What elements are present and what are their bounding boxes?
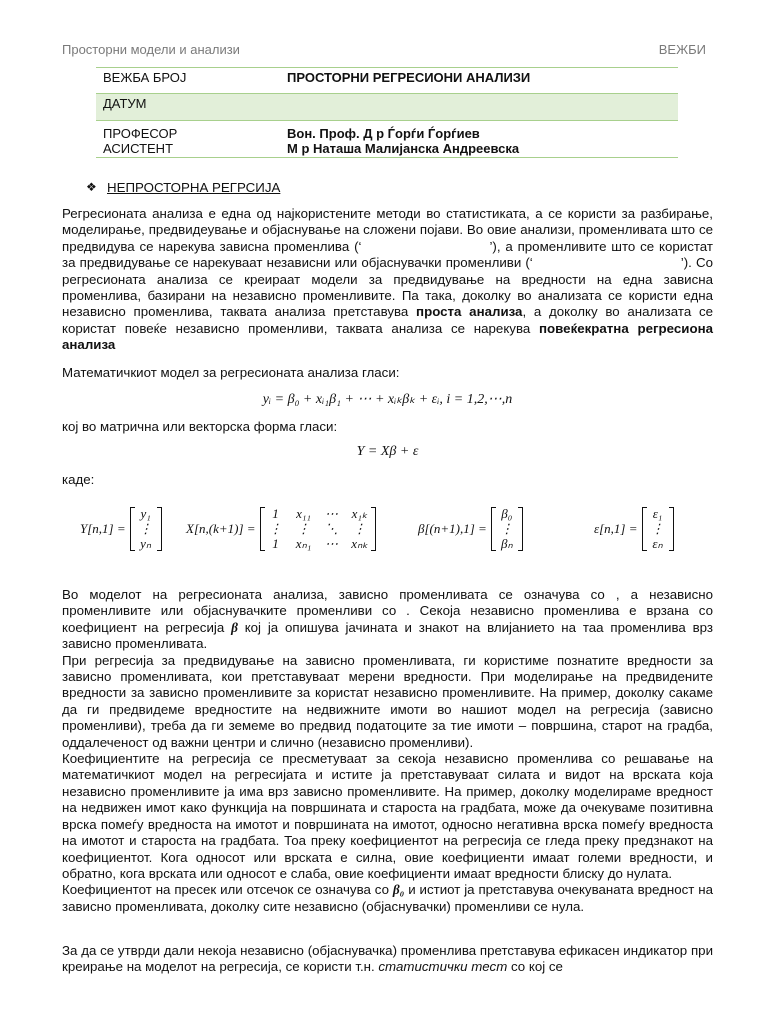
exercise-title: ПРОСТОРНИ РЕГРЕСИОНИ АНАЛИЗИ [280,68,678,94]
exercise-number-label: ВЕЖБА БРОЈ [96,68,280,94]
section-title: НЕПРОСТОРНА РЕГРСИЈА [107,180,281,195]
professor-label: ПРОФЕСОР [103,126,178,141]
matrix-form-intro: кој во матрична или векторска форма гласи: [62,419,338,434]
y-vector: Y[n,1] = y₁ ⋮ yₙ [80,507,162,551]
assistant-name: М р Наташа Малијанска Андреевска [287,141,520,156]
matrix-equation: Y = Xβ + ε [356,444,419,459]
table-row [96,68,678,94]
header-section-label: ВЕЖБИ [658,42,706,57]
paragraph-statistical-test: За да се утврди дали некоја независно (објаснувачка) променлива претставува ефикасен индикатор при креирање на моделот на регресија, се користи т.н. статистички тест со кој се [62,943,713,975]
professor-name: Вон. Проф. Д р Ѓорѓи Ѓорѓиев [287,126,480,141]
assistant-label: АСИСТЕНТ [103,141,174,156]
paragraph-intercept: Коефициентот на пресек или отсечок се означува со β₀ и истиот ја претставува очекуваната вредност на зависно променливата, доколку сите независно (објаснувачки) променливи се нула. [62,882,713,914]
date-label: ДАТУМ [96,94,280,121]
date-value [280,94,678,121]
x-matrix: X[n,(k+1)] = 1 x₁₁ ⋯ x₁ₖ ⋮ ⋮ ⋱ ⋮ 1 xₙ₁ ⋯ xₙₖ [186,507,376,551]
header-course-title: Просторни модели и анализи [62,42,240,57]
diamond-bullet-icon: ❖ [86,180,97,194]
paragraph-variables: Во моделот на регресионата анализа, зависно променливата се означува со , а независно променливите или објаснувачките променливи со . Секоја независно променлива е врзана со коефициент на регресија β кој ја опишува јачината и знакот на влијанието на таа променлива врз зависно променливата. При регресија за предвидување на зависно променливата, ги користиме познатите вредности за зависно променливата, кои претставуваат мерени вредности. При моделирање на предвидените вредности за зависно променливите за користат независно променливите. На пример, доколку сакаме да ги предвидеме вредностите на недвижните имоти во нашиот модел на регресија (зависно променливи), треба да ги земеме во предвид податоците за тие имоти – површина, старот на градба, оддалеченост од важни центри и слично (независно променливи). Коефициентите на регресија се пресметуваат за секоја независно променлива со решавање на математичкиот модел на регресијата и истите ја претставуваат силата и видот на врската која независно променливите ја има врз зависно променливите. На пример, доколку моделираме вредност на недвижен имот како функција на површината и староста на градбата, може да очекуваме позитивна врска помеѓу вредноста на имотот и површината на имотот, односно негативна врска помеѓу вредноста на имотот и староста на градбата. Тоа преку коефициентот на регресија се гледа преку предзнакот на коефициентот. Кога односот или врската е силна, овие коефициенти имаат големи вредности, и обратно, кога врската или односот е слаба, овие коефициенти имаат вредности блиску до нулата. Коефициентот на пресек или отсечок се означува со β₀ и истиот ја претставува очекуваната вредност на зависно променливата, доколку сите независно (објаснувачки) променливи се нула. [62,587,713,914]
epsilon-vector: ε[n,1] = ε₁ ⋮ εₙ [594,507,674,551]
paragraph-coefficients: Коефициентите на регресија се пресметуваат за секоја независно променлива со решавање на математичкиот модел на регресијата и истите ја претставуваат силата и видот на врската која независно променливите ја има врз зависно променливите. На пример, доколку моделираме вредност на недвижен имот како функција на површината и староста на градбата, може да очекуваме позитивна врска помеѓу вредноста на имотот и површината на имотот, односно негативна врска помеѓу вредноста на имотот и староста на градбата. Тоа преку коефициентот на регресија се гледа преку предзнакот на коефициентот. Кога односот или врската е силна, овие коефициенти имаат големи вредности, и обратно, кога врската или односот е слаба, овие коефициенти имаат вредности блиску до нулата. [62,751,713,881]
where-label: каде: [62,472,95,487]
paragraph-intro: Регресионата анализа е една од најкористените методи во статистиката, а се користи за разбирање, моделирање, предвидеување и објаснување на сложени појави. Во овие анализи, променливата што се предвидува се нарекува зависна променлива (‘ ’), а променливите што се користат за предвидување се нарекуваат независни или објаснувачки променливи (‘ ’). Со регресионата анализа се креираат модели за предвидување на вредности на една зависна променлива, базирани на независно променливите. Па така, доколку во анализата се користи една независно променлива, таквата анализа претставува проста анализа, а доколку во анализата се користат повеќе независно променливи, таквата анализа се нарекува повеќекратна регресиона анализа [62,206,713,353]
table-row [96,94,678,121]
math-model-intro: Математичкиот модел за регресионата анализа гласи: [62,365,400,380]
paragraph-prediction: При регресија за предвидување на зависно променливата, ги користиме познатите вредности за зависно променливата, кои претставуваат мерени вредности. При моделирање на предвидените вредности за зависно променливите за користат независно променливите. На пример, доколку сакаме да ги предвидеме вредностите на недвижните имоти во нашиот модел на регресија (зависно променливи), треба да ги земеме во предвид податоците за тие имоти – површина, старот на градба, оддалеченост од важни центри и слично (независно променливи). [62,652,713,750]
beta-vector: β[(n+1),1] = β₀ ⋮ βₙ [418,507,523,551]
regression-equation: yᵢ = β₀ + xᵢ₁β₁ + ⋯ + xᵢₖβₖ + εᵢ, i = 1,2,⋯,n [262,392,513,407]
exercise-info-table [96,67,678,158]
table-row [96,121,678,158]
